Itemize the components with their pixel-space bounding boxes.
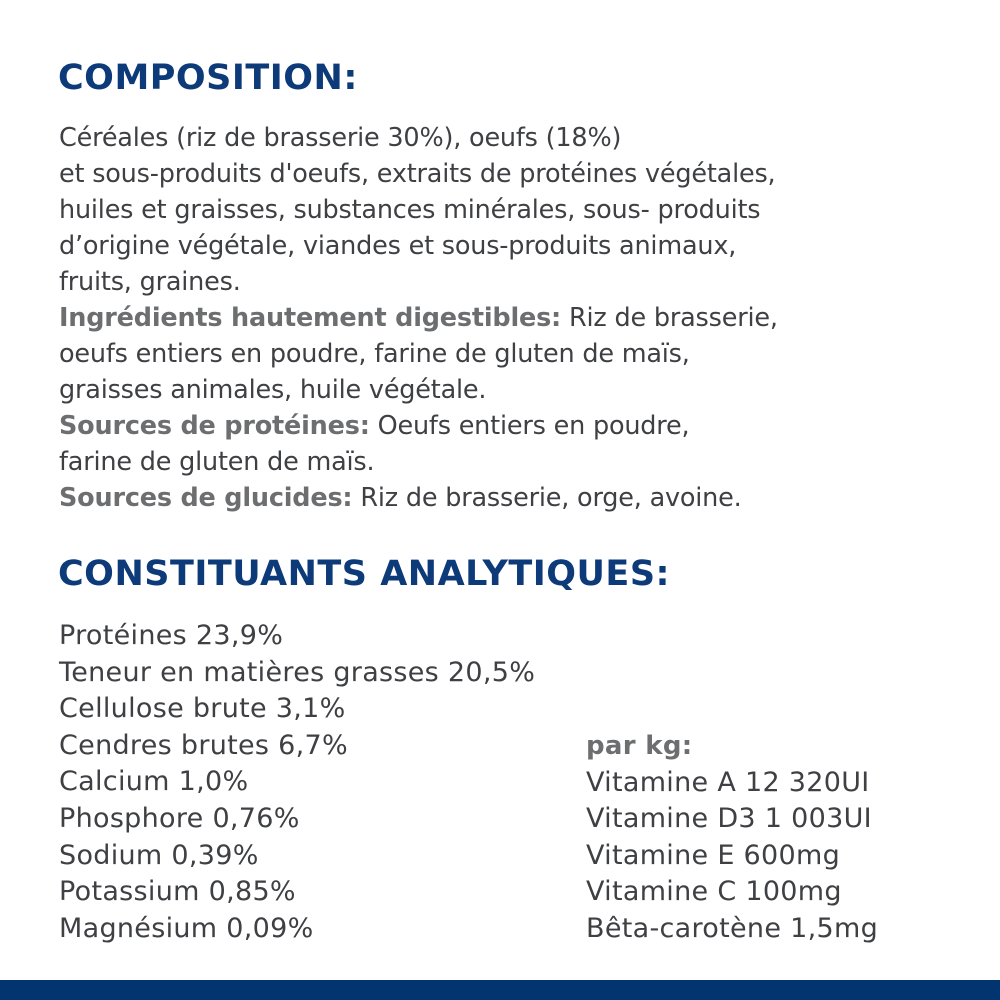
constituent-item: Potassium 0,85% xyxy=(59,876,296,908)
protein-sources-value: Oeufs entiers en poudre, xyxy=(369,411,690,441)
constituent-item: Teneur en matières grasses 20,5% xyxy=(59,656,536,688)
constituent-item: Phosphore 0,76% xyxy=(59,802,300,834)
ingredients-line: Céréales (riz de brasserie 30%), oeufs (18%) xyxy=(59,123,622,153)
composition-heading: COMPOSITION: xyxy=(58,58,358,98)
ingredients-line: fruits, graines. xyxy=(59,267,241,297)
bottom-brand-bar xyxy=(0,980,1000,1000)
carb-sources-value: Riz de brasserie, orge, avoine. xyxy=(352,483,742,513)
composition-text xyxy=(59,120,979,516)
constituent-item: Sodium 0,39% xyxy=(59,839,259,871)
protein-sources-line: farine de gluten de maïs. xyxy=(59,447,375,477)
highly-digestible-line: oeufs entiers en poudre, farine de gluten de maïs, xyxy=(59,339,690,369)
constituent-item: Cendres brutes 6,7% xyxy=(59,729,348,761)
ingredients-line: d’origine végétale, viandes et sous-produits animaux, xyxy=(59,231,737,261)
constituent-item: Calcium 1,0% xyxy=(59,766,249,798)
protein-sources-label: Sources de protéines: xyxy=(59,411,370,441)
highly-digestible-line xyxy=(59,300,979,336)
constituent-item: Cellulose brute 3,1% xyxy=(59,693,346,725)
carb-sources-label: Sources de glucides: xyxy=(59,483,353,513)
vitamin-item: Bêta-carotène 1,5mg xyxy=(586,912,879,944)
vitamin-item: Vitamine E 600mg xyxy=(586,839,841,871)
vitamins-list xyxy=(586,728,878,948)
ingredients-line: huiles et graisses, substances minérales, sous- produits xyxy=(59,195,761,225)
analytical-constituents-heading: CONSTITUANTS ANALYTIQUES: xyxy=(58,554,671,594)
highly-digestible-value: Riz de brasserie, xyxy=(561,303,778,333)
highly-digestible-line: graisses animales, huile végétale. xyxy=(59,375,487,405)
constituent-item: Protéines 23,9% xyxy=(59,620,284,651)
per-kg-label: par kg: xyxy=(586,731,693,761)
carb-sources-line xyxy=(59,480,979,516)
protein-sources-line xyxy=(59,408,979,444)
vitamin-item: Vitamine D3 1 003UI xyxy=(586,803,872,835)
vitamin-item: Vitamine C 100mg xyxy=(586,876,842,908)
vitamin-item: Vitamine A 12 320UI xyxy=(586,766,870,798)
ingredients-line: et sous-produits d'oeufs, extraits de protéines végétales, xyxy=(59,159,776,189)
constituents-list xyxy=(59,618,535,947)
highly-digestible-label: Ingrédients hautement digestibles: xyxy=(59,303,562,333)
constituent-item: Magnésium 0,09% xyxy=(59,912,314,944)
